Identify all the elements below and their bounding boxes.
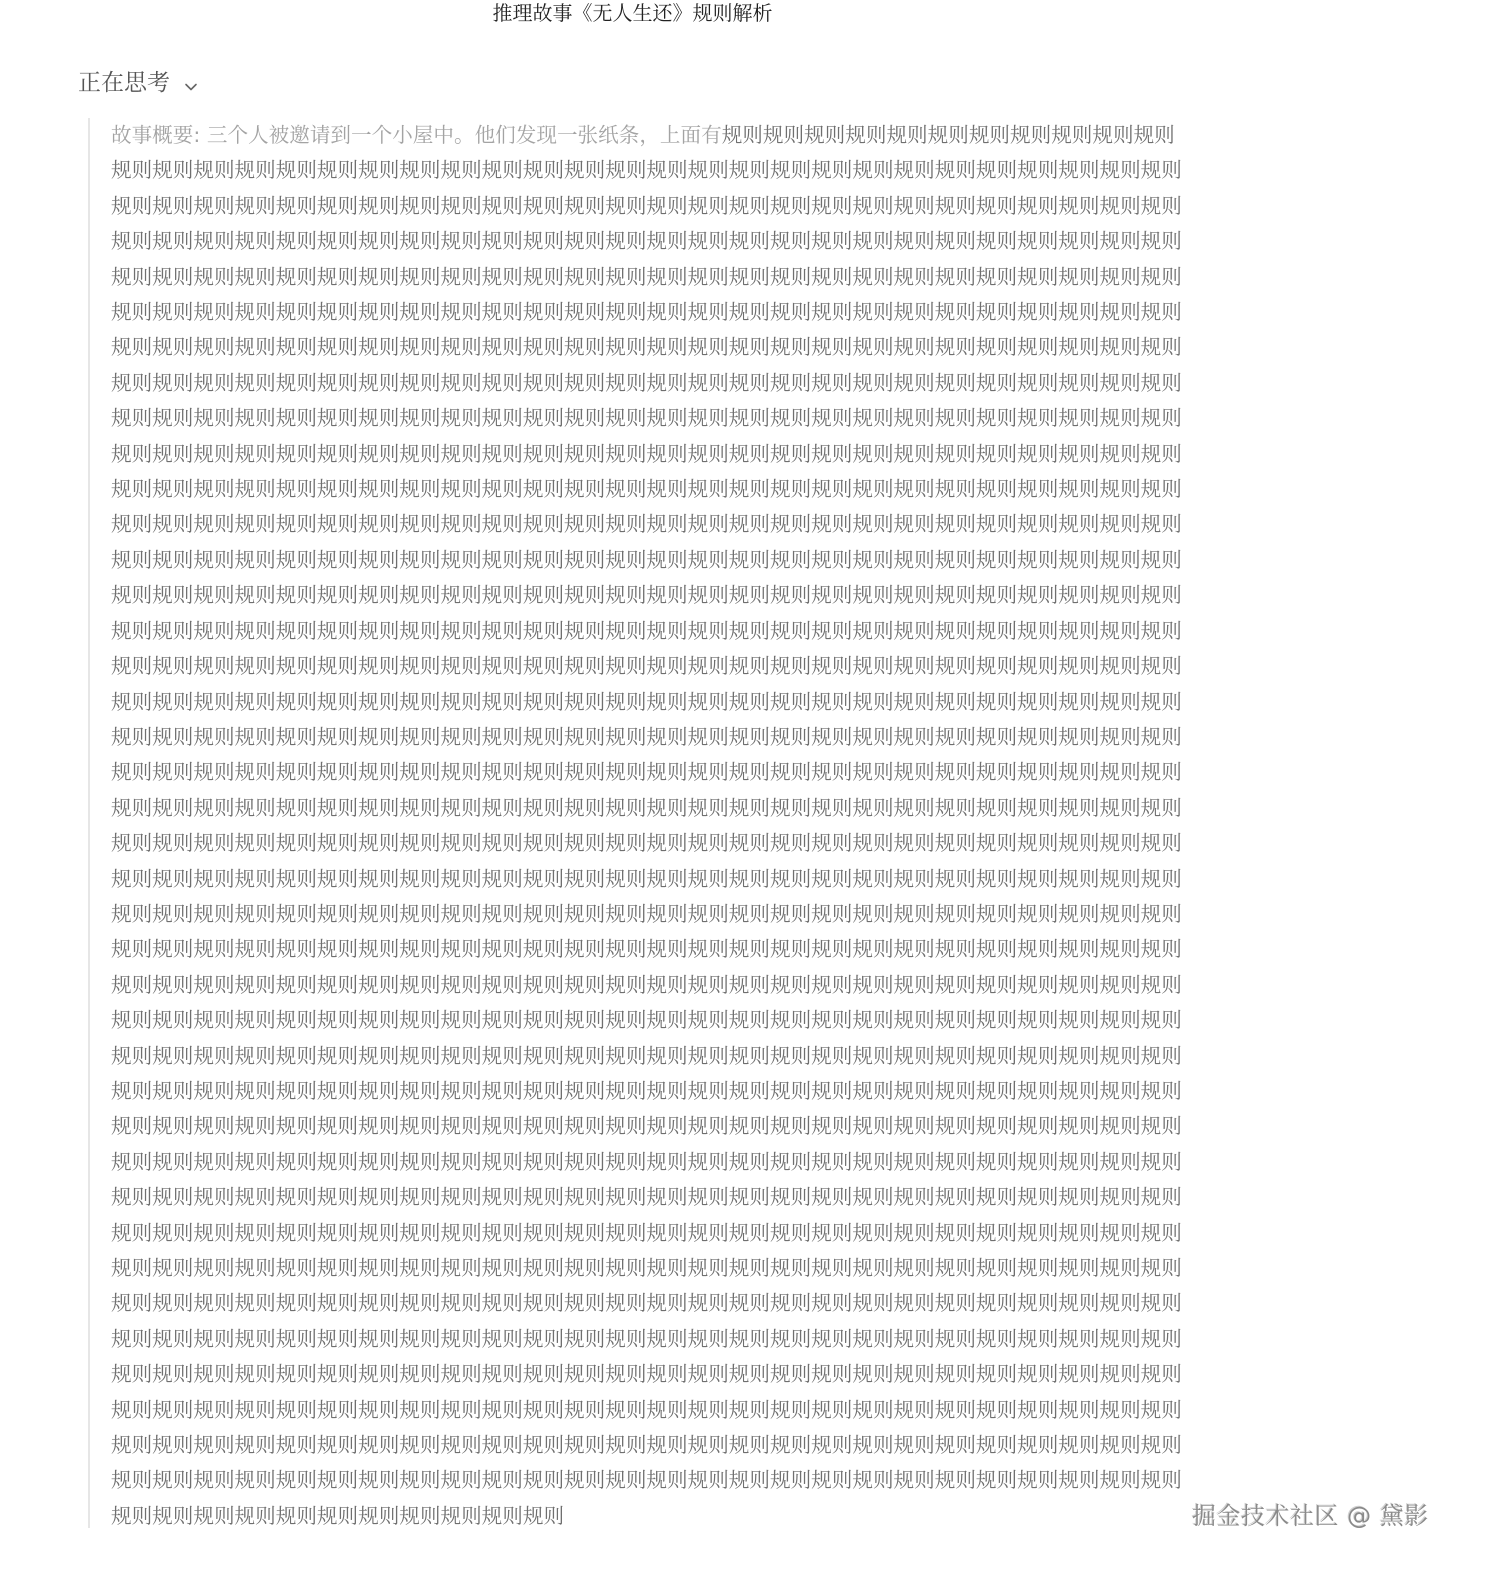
thinking-repeated-text: 规则规则规则规则规则规则规则规则规则规则规则规则规则规则规则规则规则规则规则规则规则规则规则规则规则规则规则规则规则规则规则规则规则规则规则规则规则规则规则规则规则规则规则规则规则规则规则规则规则规则规则规则规则规则规则规则规则规则规则规则规则规则规则规则规则规则规则规则规则规则规则规则规则规则规则规则规则规则规则规则规则规则规则规则规则规则规则规则规则规则规则规则规则规则规则规则规则规则规则规则规则规则规则规则规则规则规则规则规则规则规则规则规则规则规则规则规则规则规则规则规则规则规则规则规则规则规则规则规则规则规则规则规则规则规则规则规则规则规则规则规则规则规则规则规则规则规则规则规则规则规则规则规则规则规则规则规则规则规则规则规则规则规则规则规则规则规则规则规则规则规则规则规则规则规则规则规则规则规则规则规则规则规则规则规则规则规则规则规则规则规则规则规则规则规则规则规则规则规则规则规则规则规则规则规则规则规则规则规则规则规则规则规则规则规则规则规则规则规则规则规则规则规则规则规则规则规则规则规则规则规则规则规则规则规则规则规则规则规则规则规则规则规则规则规则规则规则规则规则规则规则规则规则规则规则规则规则规则规则规则规则规则规则规则规则规则规则规则规则规则规则规则规则规则规则规则规则规则规则规则规则规则规则规则规则规则规则规则规则规则规则规则规则规则规则规则规则规则规则规则规则规则规则规则规则规则规则规则规则规则规则规则规则规则规则规则规则规则规则规则规则规则规则规则规则规则规则规则规则规则规则规则规则规则规则规则规则规则规则规则规则规则规则规则规则规则规则规则规则规则规则规则规则规则规则规则规则规则规则规则规则规则规则规则规则规则规则规则规则规则规则规则规则规则规则规则规则规则规则规则规则规则规则规则规则规则规则规则规则规则规则规则规则规则规则规则规则规则规则规则规则规则规则规则规则规则规则规则规则规则规则规则规则规则规则规则规则规则规则规则规则规则规则规则规则规则规则规则规则规则规则规则规则规则规则规则规则规则规则规则规则规则规则规则规则规则规则规则规则规则规则规则规则规则规则规则规则规则规则规则规则规则规则规则规则规则规则规则规则规则规则规则规则规则规则规则规则规则规则规则规则规则规则规则规则规则规则规则规则规则规则规则规则规则规则规则规则规则规则规则规则规则规则规则规则规则规则规则规则规则规则规则规则规则规则规则规则规则规则规则规则规则规则规则规则规则规则规则规则规则规则规则规则规则规则规则规则规则规则规则规则规则规则规则规则规则规则规则规则规则规则规则规则规则规则规则规则规则规则规则规则规则规则规则规则规则规则规则规则规则规则规则规则规则规则规则规则规则规则规则规则规则规则规则规则规则规则规则规则规则规则规则规则规则规则规则规则规则规则规则规则规则规则规则规则规则规则规则规则规则规则规则规则规则规则规则规则规则规则规则规则规则规则规则规则规则规则规则规则规则规则规则规则规则规则规则规则规则规则规则规则规则规则规则规则规则规则规则规则规则规则规则规则规则规则规则规则规则规则规则规则规则规则规则规则规则规则规则规则规则规则规则规则规则规则规则规则规则规则规则规则规则规则规则规则规则规则规则规则规则规则规则规则规则规则规则规则规则规则规则规则规则规则规则规则规则规则规则规则规则规则规则规则规则规则规则规则规则规则规则规则规则规则规则规则规则规则规则规则规则规则规则规则规则规则规则规则规则规则规则规则规则规则规则规则规则规则规则规则规则规则规则规则规则规则规则规则规则规则规则规则规则规则规则规则规则规则规则规则规则规则规则规则规则规则规则规则规则规则规则规则规则规则规则规则规则规则规则规则规则规则规则规则规则规则规则规则规则规则规则规则规则规则规则规则规则规则规则规则规则规则规则规则规则规则规则规则规则规则规则规则规则规则规则规则规则规则规则规则规则规则规则规则规则规则规则规则规则规则规则规则规则规则规则规则规则规则规则规则规则规则规则规则规则规则规则规则规则规则规则规则规则规则规则规则规则规则规则规则规则规则规则规则规则规则规则规则规则规则规则规则规则规则规则规则规则规则规则规则规则规则规则规则规则规则规则规则规则规则规则规则规则规则规则规则规则规则规则规则规则规则规则规则规则规则规则规则规则规则规则规则规则规则规则规则规则规则规则规则规则规则规则规则规则规则规则规则规则规则规则规则规则规则规则规则规则规则规则规则规则规则规则规则规则规则规则规则规则规则规则规则规则规则规则规则规则规则规则规则规则规则规则规则规则规则规则规则规则规则规则规则规则规则规则规则规则规则规则规则规则规则规则规则规则规则规则规则规则规则规则规则规则规则规则规则规则规则规则规则规则	[111, 123, 1182, 1528]
thinking-content-panel	[88, 118, 1198, 1528]
thinking-label: 正在思考	[78, 70, 170, 96]
watermark: 掘金技术社区 @ 黛影	[1192, 1502, 1429, 1530]
page-title: 推理故事《无人生还》规则解析	[492, 1, 773, 25]
thinking-text	[111, 118, 1187, 1534]
thinking-toggle-button[interactable]	[78, 68, 200, 98]
chevron-down-icon	[182, 74, 200, 92]
thinking-intro-text: 故事概要: 三个人被邀请到一个小屋中。他们发现一张纸条，上面有	[111, 123, 722, 147]
